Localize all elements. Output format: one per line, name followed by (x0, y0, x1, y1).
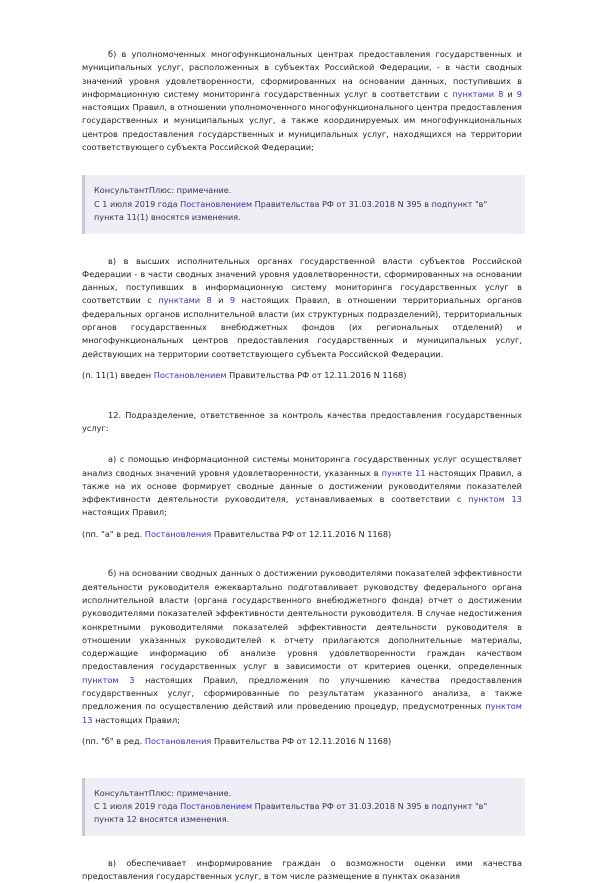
link-postanovleniem-2[interactable]: Постановлением (153, 370, 227, 381)
link-postanovleniem-3[interactable]: Постановлением (180, 801, 253, 812)
link-punkty-8-second[interactable]: пунктами 8 (158, 295, 212, 306)
source-reference-12-a (82, 528, 522, 541)
paragraph-12-b-text-2: настоящих Правил, предложения по улучшению качества предоставления государственных услуг, сформированные по результатам указанного анализа, а также предложения по осуществлению действий или проведению процедур, предусмотренных (82, 674, 522, 712)
paragraph-12-b-text-3: настоящих Правил; (92, 714, 180, 725)
spacer (82, 154, 522, 175)
paragraph-12-a (82, 453, 522, 519)
paragraph-v-11-1 (82, 255, 522, 361)
paragraph-v-11-1-text-2: и (211, 295, 230, 306)
paragraph-b-11-1-text-1: б) в уполномоченных многофункциональных центрах предоставления государственных и муниципальных услуг, расположенных в субъектах Российской Федерации, - в части сводных значений уровня удовлетворенности, сформированных на основании данных, поступивших в информационную систему мониторинга государственных услуг в соответствии с (82, 49, 522, 99)
link-punkt-13-second[interactable]: пунктом 13 (82, 701, 522, 725)
link-punkt-13[interactable]: пунктом 13 (468, 494, 522, 505)
consultant-note-2-body-2: Правительства РФ от 31.03.2018 N 395 в подпункт "в" пункта 12 вносятся изменения. (94, 801, 488, 825)
paragraph-12-b (82, 567, 522, 727)
link-punkt-3[interactable]: пунктом 3 (82, 674, 135, 685)
link-postanovleniem-1[interactable]: Постановлением (180, 198, 253, 209)
link-punkty-8[interactable]: пунктами 8 (452, 88, 504, 99)
consultant-note-1-title: КонсультантПлюс: примечание. (94, 185, 232, 196)
spacer (82, 435, 522, 453)
consultant-note-2-body (94, 800, 515, 827)
paragraph-b-11-1-text-2: и (503, 88, 517, 99)
link-punkt-9-second[interactable]: 9 (229, 295, 236, 306)
paragraph-12: 12. Подразделение, ответственное за контроль качества предоставления государственных услуг: (82, 409, 522, 433)
spacer (82, 549, 522, 567)
spacer (82, 836, 522, 857)
source-reference-12-a-text-1: (пп. "а" в ред. (82, 528, 145, 539)
consultant-note-2-title: КонсультантПлюс: примечание. (94, 787, 232, 798)
paragraph-b-11-1-text-3: настоящих Правил, в отношении уполномоченного многофункционального центра предоставления государственных и муниципальных услуг, а также координируемых им многофункциональных центров предоставления государственных и муниципальных услуг, находящихся на территории соответствующего субъекта Российской Федерации; (82, 102, 522, 153)
source-reference-11-1-text-2: Правительства РФ от 12.11.2016 N 1168) (226, 370, 407, 381)
link-punkt-9[interactable]: 9 (516, 88, 522, 99)
spacer (82, 234, 522, 255)
paragraph-12-a-text-1: а) с помощью информационной системы мониторинга государственных услуг осуществляет анализ сводных значений уровня удовлетворенности, указанных в (82, 454, 522, 478)
spacer (82, 757, 522, 778)
source-reference-12-a-text-2: Правительства РФ от 12.11.2016 N 1168) (211, 528, 392, 539)
spacer (82, 391, 522, 409)
source-reference-12-b-text-1: (пп. "б" в ред. (82, 736, 145, 747)
consultant-note-2-body-1: С 1 июля 2019 года (94, 801, 181, 812)
link-postanovleniya-1[interactable]: Постановления (144, 528, 212, 539)
paragraph-v-11-1-text-3: настоящих Правил, в отношении территориальных органов федеральных органов исполнительной власти (их структурных подразделений), территориальных органов государственных внебюджетных фондов (их региональных отделений) и многофункциональных центров предоставления государственных и муниципальных услуг, действующих на территории соответствующего субъекта Российской Федерации. (82, 295, 522, 359)
link-postanovleniya-2[interactable]: Постановления (144, 736, 212, 747)
consultant-note-1-body (94, 198, 515, 225)
paragraph-v-11-1-text-1: в) в высших исполнительных органах государственной власти субъектов Российской Федерации - в части сводных значений уровня удовлетворенности, сформированных на основании данных, поступивших в информационную систему мониторинга государственных услуг в соответствии с (82, 255, 522, 306)
consultant-note-1 (82, 175, 525, 233)
paragraph-12-v: в) обеспечивает информирование граждан о возможности оценки ими качества предоставления государственных услуг, в том числе размещение в пунктах оказания (82, 857, 522, 882)
paragraph-12-a-text-2: настоящих Правил, а также на их основе формирует сводные данные о достижении руководителями показателей эффективности деятельности руководителя, устанавливаемых в соответствии с (82, 467, 522, 505)
source-reference-12-b-text-2: Правительства РФ от 12.11.2016 N 1168) (211, 736, 392, 747)
source-reference-11-1 (82, 369, 522, 382)
paragraph-b-11-1 (82, 48, 522, 154)
paragraph-12-b-text-1: б) на основании сводных данных о достижении руководителями показателей эффективности деятельности руководителя ежеквартально подготавливает руководству федерального органа исполнительной власти (органа государственного внебюджетного фонда) отчет о достижении руководителями показателей эффективности деятельности руководителя. В случае недостижения конкретными руководителями показателей эффективности деятельности руководителя в отношении указанных руководителей к отчету прилагаются дополнительные материалы, содержащие информацию об анализе уровня удовлетворенности граждан качеством предоставления государственных услуг в зависимости от критериев оценки, определенных (82, 568, 522, 672)
consultant-note-2 (82, 778, 525, 836)
paragraph-12-a-text-3: настоящих Правил; (82, 507, 167, 518)
source-reference-11-1-text-1: (п. 11(1) введен (82, 370, 154, 381)
source-reference-12-b (82, 735, 522, 748)
consultant-note-1-body-2: Правительства РФ от 31.03.2018 N 395 в подпункт "в" пункта 11(1) вносятся изменения. (94, 198, 488, 223)
link-punkt-11[interactable]: пункте 11 (381, 467, 426, 478)
consultant-note-1-body-1: С 1 июля 2019 года (94, 198, 181, 209)
